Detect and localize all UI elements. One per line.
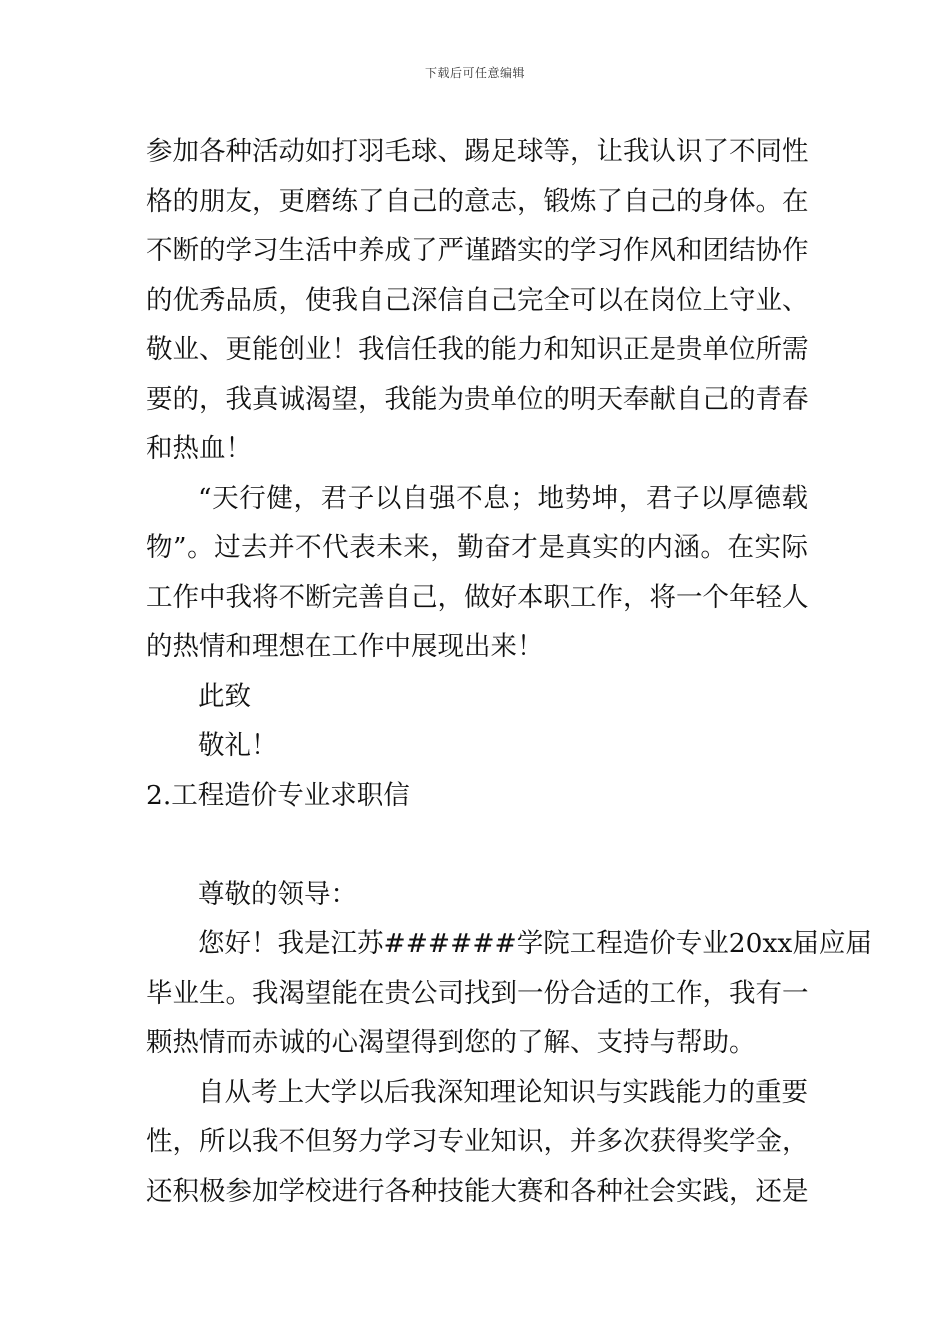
letter-body	[146, 127, 872, 1216]
text-line: 的热情和理想在工作中展现出来！	[146, 631, 544, 662]
text-line: 要的，我真诚渴望，我能为贵单位的明天奉献自己的青春	[146, 383, 809, 415]
text-line: 和热血！	[146, 433, 252, 464]
text-line: 工作中我将不断完善自己，做好本职工作，将一个年轻人	[146, 581, 809, 613]
text-line: “天行健，君子以自强不息；地势坤，君子以厚德载	[198, 482, 808, 514]
text-line: 格的朋友，更磨练了自己的意志，锻炼了自己的身体。在	[146, 185, 809, 217]
text-line: 性，所以我不但努力学习专业知识，并多次获得奖学金，	[146, 1126, 809, 1157]
text-line: 还积极参加学校进行各种技能大赛和各种社会实践，还是	[146, 1175, 809, 1207]
section-heading: 2.工程造价专业求职信	[146, 779, 410, 811]
text-line: 参加各种活动如打羽毛球、踢足球等，让我认识了不同性	[146, 136, 809, 167]
text-line: 颗热情而赤诚的心渴望得到您的了解、支持与帮助。	[146, 1027, 756, 1058]
text-line: 您好！我是江苏######学院工程造价专业20xx届应届	[198, 928, 872, 959]
text-line: 敬业、更能创业！我信任我的能力和知识正是贵单位所需	[146, 334, 809, 365]
text-line: 不断的学习生活中养成了严谨踏实的学习作风和团结协作	[146, 235, 809, 266]
blank-line	[146, 820, 808, 870]
letter-greeting: 尊敬的领导：	[198, 878, 357, 910]
text-line: 毕业生。我渴望能在贵公司找到一份合适的工作，我有一	[146, 977, 809, 1009]
text-line: 自从考上大学以后我深知理论知识与实践能力的重要	[198, 1076, 808, 1108]
closing-salutation: 此致	[198, 680, 251, 712]
text-line: 的优秀品质，使我自己深信自己完全可以在岗位上守业、	[146, 284, 809, 316]
page-header: 下载后可任意编辑	[424, 66, 525, 80]
closing-regards: 敬礼！	[198, 730, 278, 761]
text-line: 物”。过去并不代表未来，勤奋才是真实的内涵。在实际	[146, 532, 808, 563]
